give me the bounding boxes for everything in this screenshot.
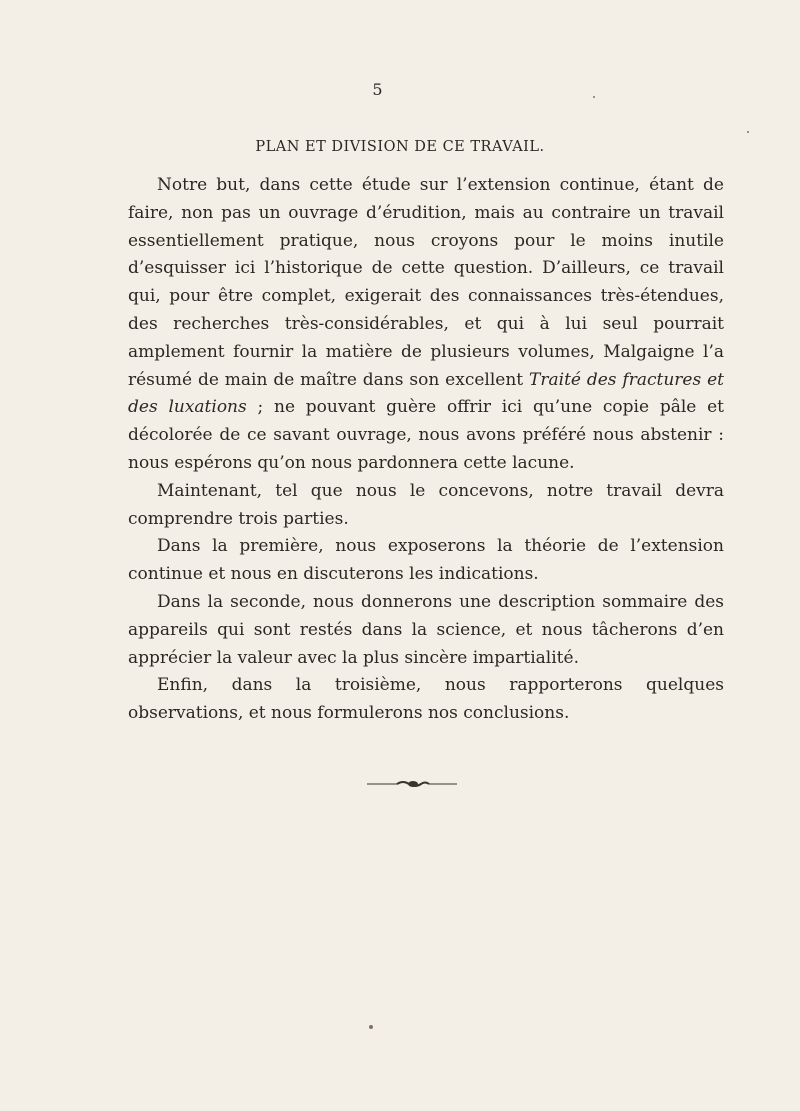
paragraph-plan: Maintenant, tel que nous le concevons, notre travail devra comprendre trois parties. [128,480,724,529]
section-title: PLAN ET DIVISION DE CE TRAVAIL. [255,139,545,155]
paragraph-part-three: Enfin, dans la troisième, nous rapporterons quelques observations, et nous formulerons nos conclusions. [128,675,724,724]
paragraph-part-one: Dans la première, nous exposerons la théorie de l’extension continue et nous en discuterons les indications. [128,536,724,585]
paper-speck [369,1025,373,1029]
paragraph-intro [128,172,724,478]
page-number: 5 [372,80,384,99]
end-of-section-ornament-icon [367,779,457,789]
paper-speck [747,131,749,133]
paper-speck [593,96,595,98]
paragraph-intro-text-end: ; ne pouvant guère offrir ici qu’une copie pâle et décolorée de ce savant ouvrage, nous avons préféré nous abstenir : nous espérons qu’on nous pardonnera cette lacune. [128,397,724,473]
paragraph-intro-text-start: Notre but, dans cette étude sur l’extension continue, étant de faire, non pas un ouvrage d’érudition, mais au contraire un travail essentiellement pratique, nous croyons pour le moins inutile d’esquisser ici l’historique de cette question. D’ailleurs, ce travail qui, pour être complet, exigerait des connaissances très-étendues, des recherches très-considérables, et qui à lui seul pourrait amplement fournir la matière de plusieurs volumes, Malgaigne l’a résumé de main de maître dans son excellent [128,175,724,390]
italic-book-title: Traité des fractures et des luxations [128,369,724,418]
body-text [128,172,724,728]
paragraph-part-two: Dans la seconde, nous donnerons une description sommaire des appareils qui sont restés dans la science, et nous tâcherons d’en apprécier la valeur avec la plus sincère impartialité. [128,591,724,668]
